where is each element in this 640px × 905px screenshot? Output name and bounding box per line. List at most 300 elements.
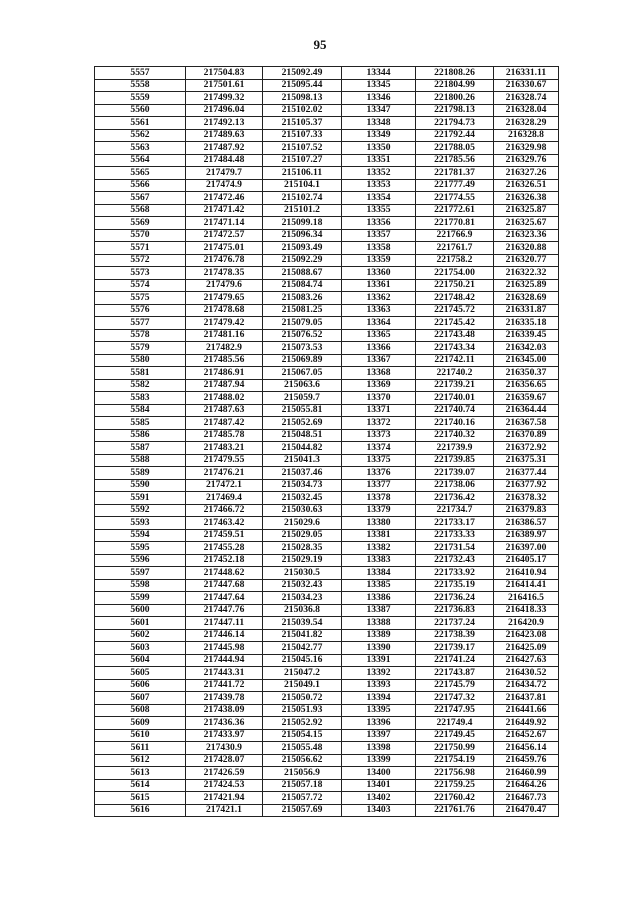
cell-coord-y-a: 215106.11 [263, 167, 342, 180]
cell-coord-x-b: 221733.17 [416, 517, 494, 530]
cell-coord-x-b: 221739.21 [416, 379, 494, 392]
cell-coord-y-a: 215052.92 [263, 717, 342, 730]
table-row [95, 804, 559, 817]
cell-coord-x-a: 217487.92 [186, 142, 263, 155]
cell-point-number-b: 13344 [342, 67, 416, 80]
table-row [95, 67, 559, 80]
cell-coord-y-b: 216372.92 [494, 442, 559, 455]
table-row [95, 254, 559, 267]
cell-coord-x-b: 221737.24 [416, 617, 494, 630]
cell-point-number-b: 13391 [342, 654, 416, 667]
table-row [95, 592, 559, 605]
table-row [95, 92, 559, 105]
cell-coord-y-a: 215059.7 [263, 392, 342, 405]
cell-coord-y-a: 215079.05 [263, 317, 342, 330]
cell-coord-y-b: 216345.00 [494, 354, 559, 367]
cell-coord-x-b: 221740.16 [416, 417, 494, 430]
table-row [95, 404, 559, 417]
cell-coord-x-a: 217421.94 [186, 792, 263, 805]
cell-coord-x-a: 217445.98 [186, 642, 263, 655]
cell-coord-y-b: 216331.11 [494, 67, 559, 80]
cell-point-number-b: 13363 [342, 304, 416, 317]
cell-coord-x-b: 221800.26 [416, 92, 494, 105]
table-row [95, 554, 559, 567]
cell-coord-x-b: 221743.48 [416, 329, 494, 342]
cell-point-number-a: 5609 [95, 717, 186, 730]
table-row [95, 617, 559, 630]
cell-coord-x-a: 217463.42 [186, 517, 263, 530]
cell-coord-y-b: 216427.63 [494, 654, 559, 667]
cell-coord-y-b: 216375.31 [494, 454, 559, 467]
cell-coord-y-b: 216320.77 [494, 254, 559, 267]
cell-coord-y-a: 215030.5 [263, 567, 342, 580]
table-row [95, 504, 559, 517]
cell-coord-y-a: 215073.53 [263, 342, 342, 355]
cell-coord-x-a: 217499.32 [186, 92, 263, 105]
cell-coord-y-a: 215081.25 [263, 304, 342, 317]
cell-coord-y-a: 215032.45 [263, 492, 342, 505]
cell-coord-y-a: 215092.29 [263, 254, 342, 267]
cell-coord-x-b: 221758.2 [416, 254, 494, 267]
cell-coord-x-b: 221754.00 [416, 267, 494, 280]
table-row [95, 717, 559, 730]
cell-coord-x-b: 221732.43 [416, 554, 494, 567]
cell-point-number-b: 13358 [342, 242, 416, 255]
cell-coord-y-b: 216377.44 [494, 467, 559, 480]
cell-coord-x-b: 221745.42 [416, 317, 494, 330]
cell-point-number-b: 13364 [342, 317, 416, 330]
cell-coord-x-a: 217485.56 [186, 354, 263, 367]
cell-coord-x-a: 217472.46 [186, 192, 263, 205]
cell-coord-x-b: 221743.87 [416, 667, 494, 680]
cell-coord-y-a: 215055.81 [263, 404, 342, 417]
table-row [95, 767, 559, 780]
cell-point-number-b: 13353 [342, 179, 416, 192]
cell-coord-y-b: 216389.97 [494, 529, 559, 542]
cell-coord-y-b: 216339.45 [494, 329, 559, 342]
cell-point-number-a: 5582 [95, 379, 186, 392]
cell-coord-x-b: 221745.72 [416, 304, 494, 317]
cell-coord-x-b: 221760.42 [416, 792, 494, 805]
cell-point-number-b: 13380 [342, 517, 416, 530]
cell-coord-y-b: 216441.66 [494, 704, 559, 717]
table-row [95, 779, 559, 792]
cell-point-number-a: 5608 [95, 704, 186, 717]
cell-point-number-a: 5596 [95, 554, 186, 567]
cell-point-number-a: 5577 [95, 317, 186, 330]
cell-point-number-b: 13348 [342, 117, 416, 130]
cell-point-number-b: 13402 [342, 792, 416, 805]
cell-point-number-a: 5571 [95, 242, 186, 255]
cell-coord-y-a: 215044.82 [263, 442, 342, 455]
cell-coord-x-a: 217421.1 [186, 804, 263, 817]
cell-coord-y-b: 216364.44 [494, 404, 559, 417]
cell-coord-x-b: 221736.24 [416, 592, 494, 605]
cell-coord-x-a: 217444.94 [186, 654, 263, 667]
cell-point-number-b: 13356 [342, 217, 416, 230]
cell-coord-x-a: 217488.02 [186, 392, 263, 405]
cell-coord-y-a: 215063.6 [263, 379, 342, 392]
cell-coord-y-a: 215057.72 [263, 792, 342, 805]
cell-point-number-b: 13345 [342, 79, 416, 92]
cell-coord-x-a: 217478.35 [186, 267, 263, 280]
cell-coord-x-b: 221738.39 [416, 629, 494, 642]
table-row [95, 667, 559, 680]
cell-coord-y-b: 216377.92 [494, 479, 559, 492]
cell-point-number-a: 5564 [95, 154, 186, 167]
cell-point-number-a: 5586 [95, 429, 186, 442]
cell-point-number-b: 13398 [342, 742, 416, 755]
cell-coord-x-b: 221756.98 [416, 767, 494, 780]
cell-coord-y-a: 215039.54 [263, 617, 342, 630]
cell-point-number-b: 13382 [342, 542, 416, 555]
cell-coord-x-b: 221733.33 [416, 529, 494, 542]
cell-coord-x-b: 221766.9 [416, 229, 494, 242]
cell-coord-y-a: 215057.69 [263, 804, 342, 817]
table-row [95, 542, 559, 555]
cell-coord-y-b: 216379.83 [494, 504, 559, 517]
cell-coord-y-a: 215041.3 [263, 454, 342, 467]
cell-coord-y-a: 215093.49 [263, 242, 342, 255]
cell-point-number-a: 5589 [95, 467, 186, 480]
table-row [95, 367, 559, 380]
table-row [95, 329, 559, 342]
cell-coord-y-a: 215069.89 [263, 354, 342, 367]
cell-coord-y-b: 216367.58 [494, 417, 559, 430]
cell-point-number-a: 5579 [95, 342, 186, 355]
cell-coord-y-b: 216423.08 [494, 629, 559, 642]
cell-coord-y-a: 215029.05 [263, 529, 342, 542]
cell-point-number-b: 13349 [342, 129, 416, 142]
cell-coord-y-a: 215092.49 [263, 67, 342, 80]
cell-point-number-b: 13359 [342, 254, 416, 267]
cell-coord-x-a: 217426.59 [186, 767, 263, 780]
cell-point-number-a: 5572 [95, 254, 186, 267]
cell-point-number-a: 5570 [95, 229, 186, 242]
cell-point-number-a: 5592 [95, 504, 186, 517]
cell-coord-y-a: 215057.18 [263, 779, 342, 792]
cell-coord-y-a: 215099.18 [263, 217, 342, 230]
cell-coord-y-a: 215029.6 [263, 517, 342, 530]
cell-coord-y-a: 215054.15 [263, 729, 342, 742]
cell-coord-x-a: 217486.91 [186, 367, 263, 380]
cell-coord-x-a: 217474.9 [186, 179, 263, 192]
cell-coord-x-b: 221761.7 [416, 242, 494, 255]
cell-coord-y-b: 216467.73 [494, 792, 559, 805]
cell-coord-x-a: 217482.9 [186, 342, 263, 355]
cell-point-number-a: 5585 [95, 417, 186, 430]
cell-coord-x-a: 217501.61 [186, 79, 263, 92]
cell-coord-x-b: 221750.21 [416, 279, 494, 292]
cell-coord-x-a: 217489.63 [186, 129, 263, 142]
cell-coord-y-a: 215032.43 [263, 579, 342, 592]
cell-point-number-b: 13403 [342, 804, 416, 817]
cell-coord-x-b: 221798.13 [416, 104, 494, 117]
cell-coord-x-b: 221794.73 [416, 117, 494, 130]
table-row [95, 104, 559, 117]
cell-point-number-a: 5595 [95, 542, 186, 555]
cell-point-number-b: 13375 [342, 454, 416, 467]
table-row [95, 242, 559, 255]
cell-point-number-a: 5598 [95, 579, 186, 592]
cell-coord-y-b: 216323.36 [494, 229, 559, 242]
cell-coord-x-a: 217428.07 [186, 754, 263, 767]
cell-coord-x-b: 221749.45 [416, 729, 494, 742]
cell-point-number-a: 5597 [95, 567, 186, 580]
cell-coord-x-a: 217447.11 [186, 617, 263, 630]
cell-point-number-b: 13372 [342, 417, 416, 430]
cell-coord-y-b: 216370.89 [494, 429, 559, 442]
table-row [95, 217, 559, 230]
cell-point-number-a: 5561 [95, 117, 186, 130]
cell-coord-y-a: 215028.35 [263, 542, 342, 555]
cell-coord-x-a: 217469.4 [186, 492, 263, 505]
cell-coord-x-b: 221741.24 [416, 654, 494, 667]
cell-coord-x-a: 217439.78 [186, 692, 263, 705]
cell-point-number-a: 5600 [95, 604, 186, 617]
cell-coord-y-b: 216328.8 [494, 129, 559, 142]
cell-coord-x-a: 217472.1 [186, 479, 263, 492]
table-row [95, 567, 559, 580]
cell-coord-y-a: 215048.51 [263, 429, 342, 442]
cell-coord-y-a: 215101.2 [263, 204, 342, 217]
cell-point-number-b: 13376 [342, 467, 416, 480]
table-row [95, 292, 559, 305]
cell-point-number-b: 13350 [342, 142, 416, 155]
table-body [95, 67, 559, 817]
cell-point-number-a: 5607 [95, 692, 186, 705]
cell-point-number-b: 13377 [342, 479, 416, 492]
table-row [95, 79, 559, 92]
cell-point-number-a: 5583 [95, 392, 186, 405]
cell-point-number-b: 13381 [342, 529, 416, 542]
cell-point-number-b: 13373 [342, 429, 416, 442]
cell-coord-x-a: 217504.83 [186, 67, 263, 80]
cell-coord-y-b: 216452.67 [494, 729, 559, 742]
cell-coord-y-a: 215083.26 [263, 292, 342, 305]
table-row [95, 192, 559, 205]
table-row [95, 354, 559, 367]
cell-coord-x-b: 221736.42 [416, 492, 494, 505]
table-row [95, 692, 559, 705]
table-row [95, 754, 559, 767]
cell-coord-y-b: 216335.18 [494, 317, 559, 330]
cell-point-number-b: 13400 [342, 767, 416, 780]
cell-point-number-b: 13351 [342, 154, 416, 167]
cell-coord-y-a: 215036.8 [263, 604, 342, 617]
cell-point-number-a: 5599 [95, 592, 186, 605]
cell-coord-y-b: 216320.88 [494, 242, 559, 255]
cell-point-number-a: 5568 [95, 204, 186, 217]
table-row [95, 679, 559, 692]
cell-coord-x-a: 217433.97 [186, 729, 263, 742]
coordinates-table [94, 66, 559, 817]
table-row [95, 317, 559, 330]
cell-coord-x-b: 221740.01 [416, 392, 494, 405]
cell-coord-x-b: 221761.76 [416, 804, 494, 817]
table-row [95, 517, 559, 530]
cell-point-number-a: 5557 [95, 67, 186, 80]
cell-coord-y-b: 216331.87 [494, 304, 559, 317]
cell-coord-x-a: 217481.16 [186, 329, 263, 342]
cell-coord-y-b: 216326.38 [494, 192, 559, 205]
cell-coord-y-b: 216397.00 [494, 542, 559, 555]
cell-point-number-a: 5580 [95, 354, 186, 367]
cell-coord-x-a: 217475.01 [186, 242, 263, 255]
cell-coord-x-b: 221808.26 [416, 67, 494, 80]
cell-coord-x-b: 221774.55 [416, 192, 494, 205]
table-row [95, 342, 559, 355]
cell-coord-y-b: 216405.17 [494, 554, 559, 567]
cell-coord-y-b: 216410.94 [494, 567, 559, 580]
cell-point-number-b: 13352 [342, 167, 416, 180]
table-row [95, 229, 559, 242]
cell-point-number-b: 13396 [342, 717, 416, 730]
cell-point-number-b: 13369 [342, 379, 416, 392]
cell-point-number-b: 13362 [342, 292, 416, 305]
cell-point-number-a: 5569 [95, 217, 186, 230]
cell-coord-x-a: 217438.09 [186, 704, 263, 717]
table-row [95, 467, 559, 480]
cell-coord-y-a: 215096.34 [263, 229, 342, 242]
cell-coord-x-a: 217452.18 [186, 554, 263, 567]
cell-coord-y-b: 216359.67 [494, 392, 559, 405]
cell-point-number-b: 13346 [342, 92, 416, 105]
cell-coord-x-a: 217447.68 [186, 579, 263, 592]
cell-coord-y-a: 215104.1 [263, 179, 342, 192]
cell-coord-x-a: 217479.55 [186, 454, 263, 467]
cell-point-number-a: 5611 [95, 742, 186, 755]
cell-point-number-b: 13388 [342, 617, 416, 630]
cell-coord-y-b: 216350.37 [494, 367, 559, 380]
table-row [95, 742, 559, 755]
cell-coord-x-a: 217472.57 [186, 229, 263, 242]
table-row [95, 604, 559, 617]
table-row [95, 642, 559, 655]
cell-coord-y-b: 216459.76 [494, 754, 559, 767]
cell-coord-y-a: 215056.62 [263, 754, 342, 767]
cell-coord-y-b: 216418.33 [494, 604, 559, 617]
cell-point-number-a: 5606 [95, 679, 186, 692]
table-row [95, 429, 559, 442]
cell-coord-y-a: 215067.05 [263, 367, 342, 380]
cell-coord-x-a: 217424.53 [186, 779, 263, 792]
cell-coord-x-b: 221792.44 [416, 129, 494, 142]
cell-coord-y-b: 216416.5 [494, 592, 559, 605]
cell-coord-y-a: 215102.74 [263, 192, 342, 205]
cell-point-number-a: 5613 [95, 767, 186, 780]
cell-point-number-b: 13368 [342, 367, 416, 380]
cell-coord-y-b: 216327.26 [494, 167, 559, 180]
cell-coord-y-a: 215107.33 [263, 129, 342, 142]
cell-coord-x-b: 221734.7 [416, 504, 494, 517]
cell-coord-y-a: 215095.44 [263, 79, 342, 92]
table-row [95, 492, 559, 505]
cell-coord-x-a: 217466.72 [186, 504, 263, 517]
cell-point-number-a: 5560 [95, 104, 186, 117]
cell-coord-y-a: 215029.19 [263, 554, 342, 567]
cell-point-number-b: 13392 [342, 667, 416, 680]
cell-coord-x-a: 217443.31 [186, 667, 263, 680]
cell-coord-x-b: 221739.9 [416, 442, 494, 455]
cell-coord-y-b: 216386.57 [494, 517, 559, 530]
table-row [95, 479, 559, 492]
cell-coord-y-a: 215076.52 [263, 329, 342, 342]
cell-coord-x-a: 217483.21 [186, 442, 263, 455]
cell-coord-y-a: 215041.82 [263, 629, 342, 642]
cell-point-number-b: 13385 [342, 579, 416, 592]
cell-coord-x-a: 217479.7 [186, 167, 263, 180]
cell-point-number-b: 13378 [342, 492, 416, 505]
cell-point-number-a: 5573 [95, 267, 186, 280]
table-row [95, 204, 559, 217]
cell-point-number-b: 13401 [342, 779, 416, 792]
cell-point-number-a: 5590 [95, 479, 186, 492]
cell-coord-y-a: 215088.67 [263, 267, 342, 280]
table-row [95, 379, 559, 392]
cell-coord-x-b: 221740.32 [416, 429, 494, 442]
cell-coord-x-b: 221747.95 [416, 704, 494, 717]
cell-coord-x-a: 217448.62 [186, 567, 263, 580]
cell-point-number-a: 5567 [95, 192, 186, 205]
cell-coord-x-b: 221772.61 [416, 204, 494, 217]
cell-point-number-a: 5614 [95, 779, 186, 792]
table-row [95, 279, 559, 292]
cell-coord-y-a: 215037.46 [263, 467, 342, 480]
table-row [95, 179, 559, 192]
cell-coord-y-b: 216460.99 [494, 767, 559, 780]
cell-point-number-b: 13361 [342, 279, 416, 292]
cell-coord-x-b: 221770.81 [416, 217, 494, 230]
cell-coord-x-b: 221750.99 [416, 742, 494, 755]
cell-point-number-b: 13374 [342, 442, 416, 455]
cell-coord-y-a: 215055.48 [263, 742, 342, 755]
cell-coord-x-b: 221748.42 [416, 292, 494, 305]
cell-coord-x-a: 217459.51 [186, 529, 263, 542]
cell-coord-x-b: 221759.25 [416, 779, 494, 792]
cell-coord-x-b: 221743.34 [416, 342, 494, 355]
cell-coord-x-a: 217479.6 [186, 279, 263, 292]
cell-point-number-a: 5578 [95, 329, 186, 342]
cell-point-number-a: 5588 [95, 454, 186, 467]
cell-coord-y-b: 216425.09 [494, 642, 559, 655]
table-row [95, 304, 559, 317]
cell-coord-y-b: 216325.67 [494, 217, 559, 230]
cell-coord-y-b: 216325.87 [494, 204, 559, 217]
cell-coord-x-b: 221781.37 [416, 167, 494, 180]
table-row [95, 529, 559, 542]
cell-coord-x-b: 221749.4 [416, 717, 494, 730]
cell-coord-x-b: 221739.17 [416, 642, 494, 655]
cell-point-number-b: 13395 [342, 704, 416, 717]
cell-point-number-b: 13397 [342, 729, 416, 742]
cell-coord-x-a: 217496.04 [186, 104, 263, 117]
cell-point-number-a: 5605 [95, 667, 186, 680]
cell-coord-y-a: 215052.69 [263, 417, 342, 430]
cell-coord-y-b: 216328.74 [494, 92, 559, 105]
cell-point-number-a: 5584 [95, 404, 186, 417]
cell-coord-y-a: 215105.37 [263, 117, 342, 130]
cell-coord-x-b: 221739.85 [416, 454, 494, 467]
cell-coord-y-b: 216330.67 [494, 79, 559, 92]
cell-coord-y-a: 215050.72 [263, 692, 342, 705]
cell-point-number-a: 5593 [95, 517, 186, 530]
page-number: 95 [313, 37, 327, 52]
cell-coord-y-a: 215051.93 [263, 704, 342, 717]
table-row [95, 154, 559, 167]
cell-coord-x-a: 217484.48 [186, 154, 263, 167]
cell-point-number-a: 5610 [95, 729, 186, 742]
